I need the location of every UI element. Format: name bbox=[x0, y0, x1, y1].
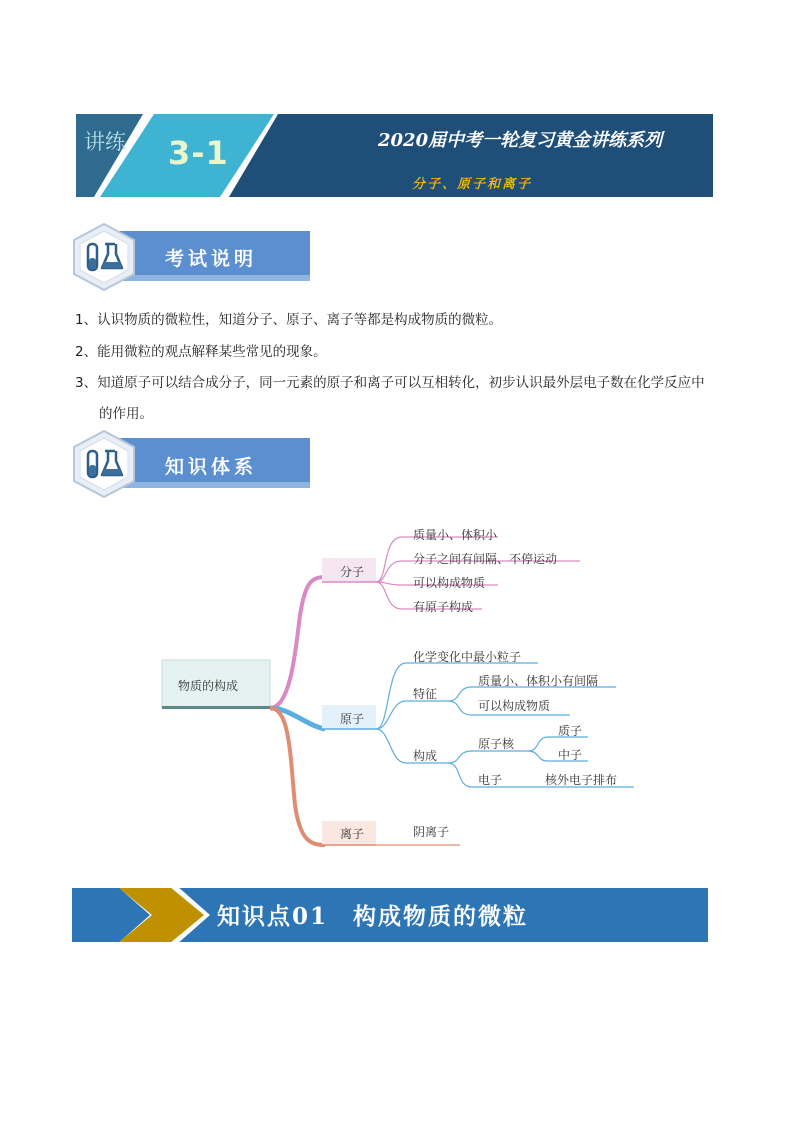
exam-item-2: 2、能用微粒的观点解释某些常见的现象。 bbox=[75, 344, 327, 360]
nucleus-item-proton: 质子 bbox=[558, 724, 583, 738]
ion-item-1: 阴离子 bbox=[413, 825, 450, 839]
banner-subtitle: 分子、原子和离子 bbox=[412, 177, 533, 192]
banner-title: 2020届中考一轮复习黄金讲练系列 bbox=[378, 130, 663, 151]
knowledge-point-title: 知识点01 构成物质的微粒 bbox=[217, 903, 529, 930]
section-system-title: 知识体系 bbox=[165, 456, 258, 478]
atom-structure: 构成 bbox=[413, 749, 438, 763]
flask-test-tube-icon bbox=[68, 429, 140, 501]
exam-item-1: 1、认识物质的微粒性，知道分子、原子、离子等都是构成物质的微粒。 bbox=[75, 312, 503, 328]
mindmap-ion: 离子 bbox=[340, 827, 365, 841]
atom-smallest: 化学变化中最小粒子 bbox=[413, 650, 522, 664]
molecule-item-4: 有原子构成 bbox=[413, 600, 474, 614]
exam-item-3: 3、知道原子可以结合成分子，同一元素的原子和离子可以互相转化，初步认识最外层电子数在化学反应中 bbox=[75, 375, 705, 391]
electron-label: 电子 bbox=[478, 773, 503, 787]
mindmap-root: 物质的构成 bbox=[178, 679, 239, 693]
flask-test-tube-icon bbox=[68, 222, 140, 294]
banner-number: 3-1 bbox=[168, 134, 229, 172]
nucleus-label: 原子核 bbox=[478, 737, 515, 751]
electron-item: 核外电子排布 bbox=[545, 773, 618, 787]
nucleus-item-neutron: 中子 bbox=[558, 748, 583, 762]
molecule-item-3: 可以构成物质 bbox=[413, 576, 486, 590]
feature-item-2: 可以构成物质 bbox=[478, 699, 551, 713]
molecule-item-2: 分子之间有间隔、不停运动 bbox=[413, 552, 558, 566]
mindmap-atom: 原子 bbox=[340, 712, 365, 726]
molecule-item-1: 质量小、体积小 bbox=[413, 528, 498, 542]
mindmap-molecule: 分子 bbox=[340, 565, 365, 579]
banner-label: 讲练 bbox=[84, 130, 126, 154]
exam-item-3-cont: 的作用。 bbox=[99, 406, 153, 422]
atom-feature: 特征 bbox=[413, 687, 438, 701]
feature-item-1: 质量小、体积小有间隔 bbox=[478, 674, 599, 688]
section-exam-title: 考试说明 bbox=[165, 248, 258, 270]
